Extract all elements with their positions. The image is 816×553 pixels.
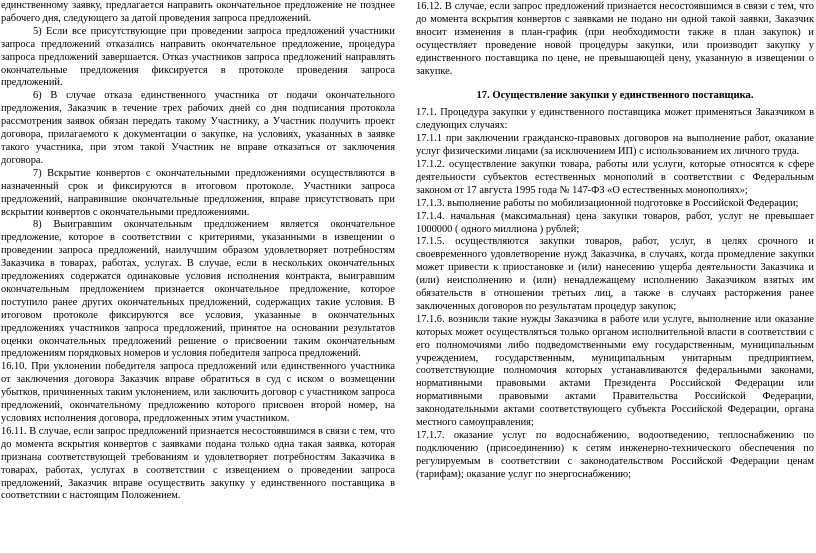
- list-item-17-1-6: 17.1.6. возникли такие нужды Заказчика в работе или услуге, выполнение или оказание которых может осуществляться только органом исполнительной власти в соответствии с его полномочиями либо подведомственными ему государственным, муниципальным учреждением, государственным, муниципальным унитарным предприятием, соответствующие полномочия которых устанавливаются федеральными законами, нормативными правовыми актами Президента Российской Федерации или нормативными правовыми актами Правительства Российской Федерации, законодательными актами соответствующего субъекта Российской Федерации, органа местного самоуправления;: [416, 313, 814, 429]
- list-item-17-1-7: 17.1.7. оказание услуг по водоснабжению, водоотведению, теплоснабжению по подключению (присоединению) к сетям инженерно-технического обеспечения по регулируемым в соответствии с законодательством Российской Федерации ценам (тарифам); оказание услуг по энергоснабжению;: [416, 430, 814, 480]
- list-item-17-1-3: 17.1.3. выполнение работы по мобилизационной подготовке в Российской Федерации;: [416, 197, 799, 209]
- paragraph-item-5: 5) Если все присутствующие при проведении запроса предложений участники запроса предложений отказались направить окончательное предложение, процедура запроса предложений завершается. Отказ участников запроса предложений направлять окончательные предложения фиксируется в протоколе проведения запроса предложений.: [1, 25, 395, 89]
- left-column: [1, 0, 395, 553]
- paragraph-16-10: 16.10. При уклонении победителя запроса предложений или единственного участника от заключения договора Заказчик вправе обратиться в суд с иском о возмещении убытков, причиненных таким уклонением, или заключить договор с участником запроса предложений, окончательному предложению которого присвоен второй номер, на условиях исполнения договора, предложенных этим участником.: [1, 361, 395, 424]
- list-item-17-1-1: 17.1.1 при заключении гражданско-правовых договоров на выполнение работ, оказание услуг физическими лицами (за исключением ИП) с использованием их личного труда.: [416, 133, 814, 158]
- list-item-17-1-2: 17.1.2. осуществление закупки товара, работы или услуги, которые относятся к сфере деятельности субъектов естественных монополий в соответствии с Федеральным законом от 17 августа 1995 года № 147-ФЗ «О естественных монополиях»;: [416, 158, 814, 196]
- paragraph-item-7: 7) Вскрытие конвертов с окончательными предложениями осуществляются в назначенный срок и фиксируются в итоговом протоколе. Участники запроса предложений, направившие окончательные предложения, вправе присутствовать при вскрытии конвертов с окончательными предложениями.: [1, 167, 395, 218]
- paragraph-item-8: 8) Выигравшим окончательным предложением является окончательное предложение, которое в соответствии с критериями, указанными в извещении о проведении запроса предложений, наилучшим образом удовлетворяет потребностям Заказчика в товарах, работах, услугах. В случае, если в нескольких окончательных предложениях содержатся одинаковые условия исполнения контракта, выигравшим окончательным предложением признается окончательное предложение, которое поступило ранее других окончательных предложений, содержащих такие условия. В итоговом протоколе фиксируются все условия, указанные в окончательных предложениях участников запроса предложений, принятое на основании результатов оценки окончательных предложений решение о присвоении таким окончательным предложениям порядковых номеров и условия победителя запроса предложений.: [1, 219, 395, 360]
- list-item-17-1-4: 17.1.4. начальная (максимальная) цена закупки товаров, работ, услуг не превышает 1000000 ( одного миллиона ) рублей;: [416, 210, 814, 235]
- paragraph-continuation: единственному заявку, предлагается направить окончательное предложение не позднее рабочего дня, следующего за датой проведения запроса предложений.: [1, 0, 395, 24]
- list-item-17-1: 17.1. Процедура закупки у единственного поставщика может применяться Заказчиком в следующих случаях:: [416, 107, 814, 132]
- paragraph-16-12: 16.12. В случае, если запрос предложений признается несостоявшимся в связи с тем, что до момента вскрытия конвертов с заявками не подано ни одной такой заявки, Заказчик вносит изменения в план-график (при необходимости также в план закупок) и осуществляет проведение новой процедуры закупки, или производит закупку у единственного поставщика по цене, не превышающей цену, указанную в извещении о закупке.: [416, 1, 814, 77]
- paragraph-16-11: 16.11. В случае, если запрос предложений признается несостоявшимся в связи с тем, что до момента вскрытия конвертов с заявками подана только одна такая заявка, которая признана соответствующей требованиям и удовлетворяет потребностям Заказчика в товарах, работах, услугах в соответствии с извещением о проведении запроса предложений, Заказчик вправе осуществить закупку у единственного поставщика в соответствии с настоящим Положением.: [1, 425, 395, 502]
- list-item-17-1-5: 17.1.5. осуществляются закупки товаров, работ, услуг, в целях срочного и своевременного удовлетворение нужд Заказчика, в случаях, когда промедление закупки может привести к приостановке и (или) нанесению ущерба деятельности Заказчика и (или) неисполнению и (или) ненадлежащему исполнению Заказчиком взятых им обязательств в отношении третьих лиц, а также в случаях расторжения ранее заключенных договоров по результатам процедур закупок;: [416, 236, 814, 312]
- section-title: 17. Осуществление закупки у единственного поставщика.: [476, 90, 754, 102]
- right-column: [416, 0, 814, 553]
- paragraph-item-6: 6) В случае отказа единственного участника от подачи окончательного предложения, Заказчик в течение трех рабочих дней со дня подписания протокола рассмотрения заявок обязан передать такому Участнику, а Участник получить проект договора, прилагаемого к документации о закупке, на условиях, указанных в заявке такого участника, при этом такой Участник не вправе отказаться от заключения договора.: [1, 90, 395, 166]
